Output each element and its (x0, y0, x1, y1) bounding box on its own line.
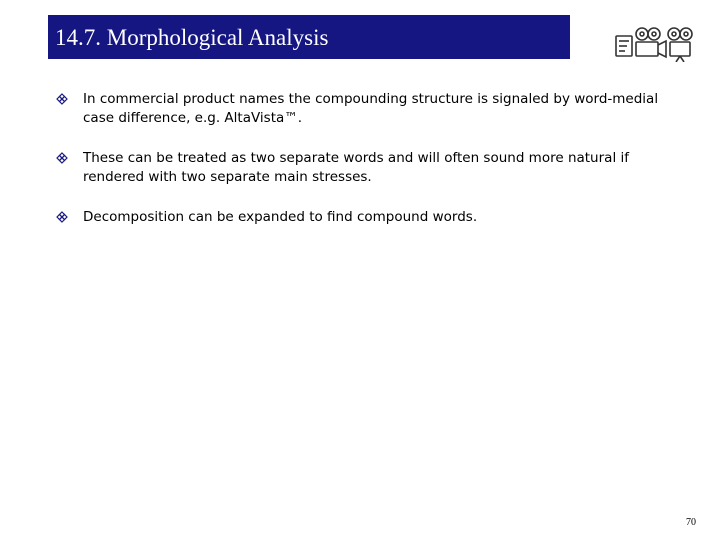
list-item (56, 208, 666, 227)
title-bar (48, 15, 570, 59)
bullet-text: In commercial product names the compounding structure is signaled by word-medial case difference, e.g. AltaVista™. (83, 91, 659, 126)
bullet-list (56, 90, 666, 248)
bullet-text: These can be treated as two separate words and will often sound more natural if rendered with two separate main stresses. (83, 150, 629, 185)
diamond-bullet-icon (56, 152, 68, 164)
bullet-text: Decomposition can be expanded to find compound words. (83, 209, 478, 225)
diamond-bullet-icon (56, 211, 68, 223)
list-item (56, 90, 666, 128)
page-number: 70 (686, 517, 696, 528)
list-item (56, 149, 666, 187)
film-reel-logo-icon (614, 22, 694, 62)
diamond-bullet-icon (56, 93, 68, 105)
slide-title: 14.7. Morphological Analysis (55, 25, 329, 50)
